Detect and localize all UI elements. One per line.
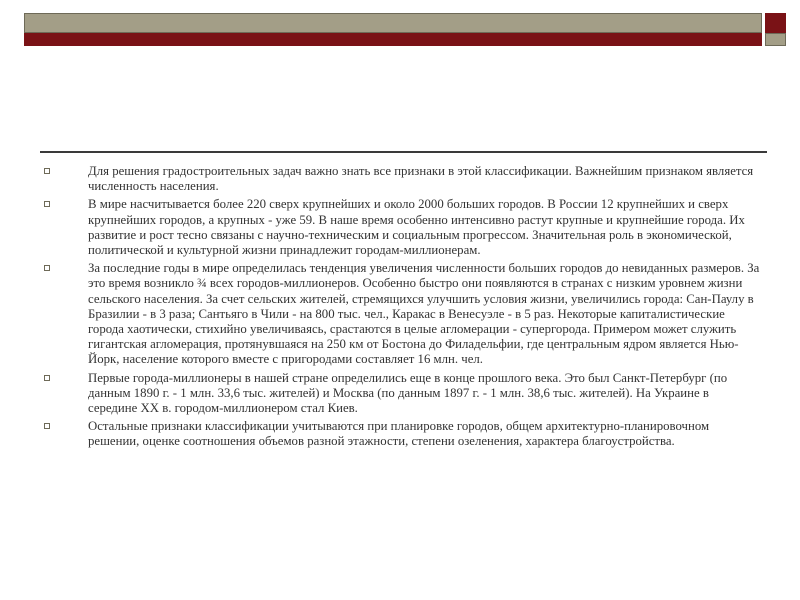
- hollow-square-icon: [44, 423, 50, 429]
- bullet-item: [40, 371, 760, 417]
- header-olive-bar: [24, 13, 762, 33]
- bullet-item: [40, 197, 760, 258]
- hollow-square-icon: [44, 375, 50, 381]
- bullet-text: За последние годы в мире определилась тенденция увеличения численности больших городов до невиданных размеров. За это время возникло ¾ всех городов-миллионеров. Особенно быстро они появляются в странах с низким уровнем жизни сельского населения. За счет сельских жителей, стремящихся улучшить условия жизни, увеличились города: Сан-Паулу в Бразилии - в 3 раза; Сантьяго в Чили - на 800 тыс. чел., Каракас в Венесуэле - в 5 раз. Некоторые капиталистические города хаотически, стихийно увеличиваясь, срастаются в целые агломерации - супергорода. Примером может служить гигантская агломерация, протянувшаяся на 250 км от Бостона до Филадельфии, где центральным ядром является Нью-Йорк, население которого вместе с пригородами составляет 16 млн. чел.: [88, 261, 760, 367]
- bullet-text: Первые города-миллионеры в нашей стране определились еще в конце прошлого века. Это был Санкт-Петербург (по данным 1890 г. - 1 млн. 33,6 тыс. жителей) и Москва (по данным 1897 г. - 1 млн. 38,6 тыс. жителей). На Украине в середине XX в. городом-миллионером стал Киев.: [88, 370, 728, 416]
- hollow-square-icon: [44, 168, 50, 174]
- slide-header-decoration: [24, 13, 786, 46]
- title-divider-line: [40, 151, 767, 153]
- bullet-item: [40, 164, 760, 194]
- slide-body: [40, 164, 760, 453]
- header-red-band: [24, 33, 762, 46]
- hollow-square-icon: [44, 201, 50, 207]
- bullet-list: [40, 164, 760, 450]
- bullet-item: [40, 261, 760, 367]
- hollow-square-icon: [44, 265, 50, 271]
- header-red-square: [765, 13, 786, 33]
- bullet-text: Для решения градостроительных задач важно знать все признаки в этой классификации. Важнейшим признаком является численность населения.: [88, 164, 754, 194]
- bullet-item: [40, 419, 760, 449]
- bullet-text: Остальные признаки классификации учитываются при планировке городов, общем архитектурно-планировочном решении, оценке соотношения объемов разной этажности, степени озеленения, характера благоустройства.: [88, 419, 710, 449]
- bullet-text: В мире насчитывается более 220 сверх крупнейших и около 2000 больших городов. В России 12 крупнейших и сверх крупнейших городов, а крупных - уже 59. В наше время особенно интенсивно растут крупные и крупнейшие города. Их развитие и рост тесно связаны с научно-техническим и социальным прогрессом. Значительная роль в экономической, политической и культурной жизни принадлежит городам-миллионерам.: [88, 197, 745, 258]
- header-olive-square: [765, 33, 786, 46]
